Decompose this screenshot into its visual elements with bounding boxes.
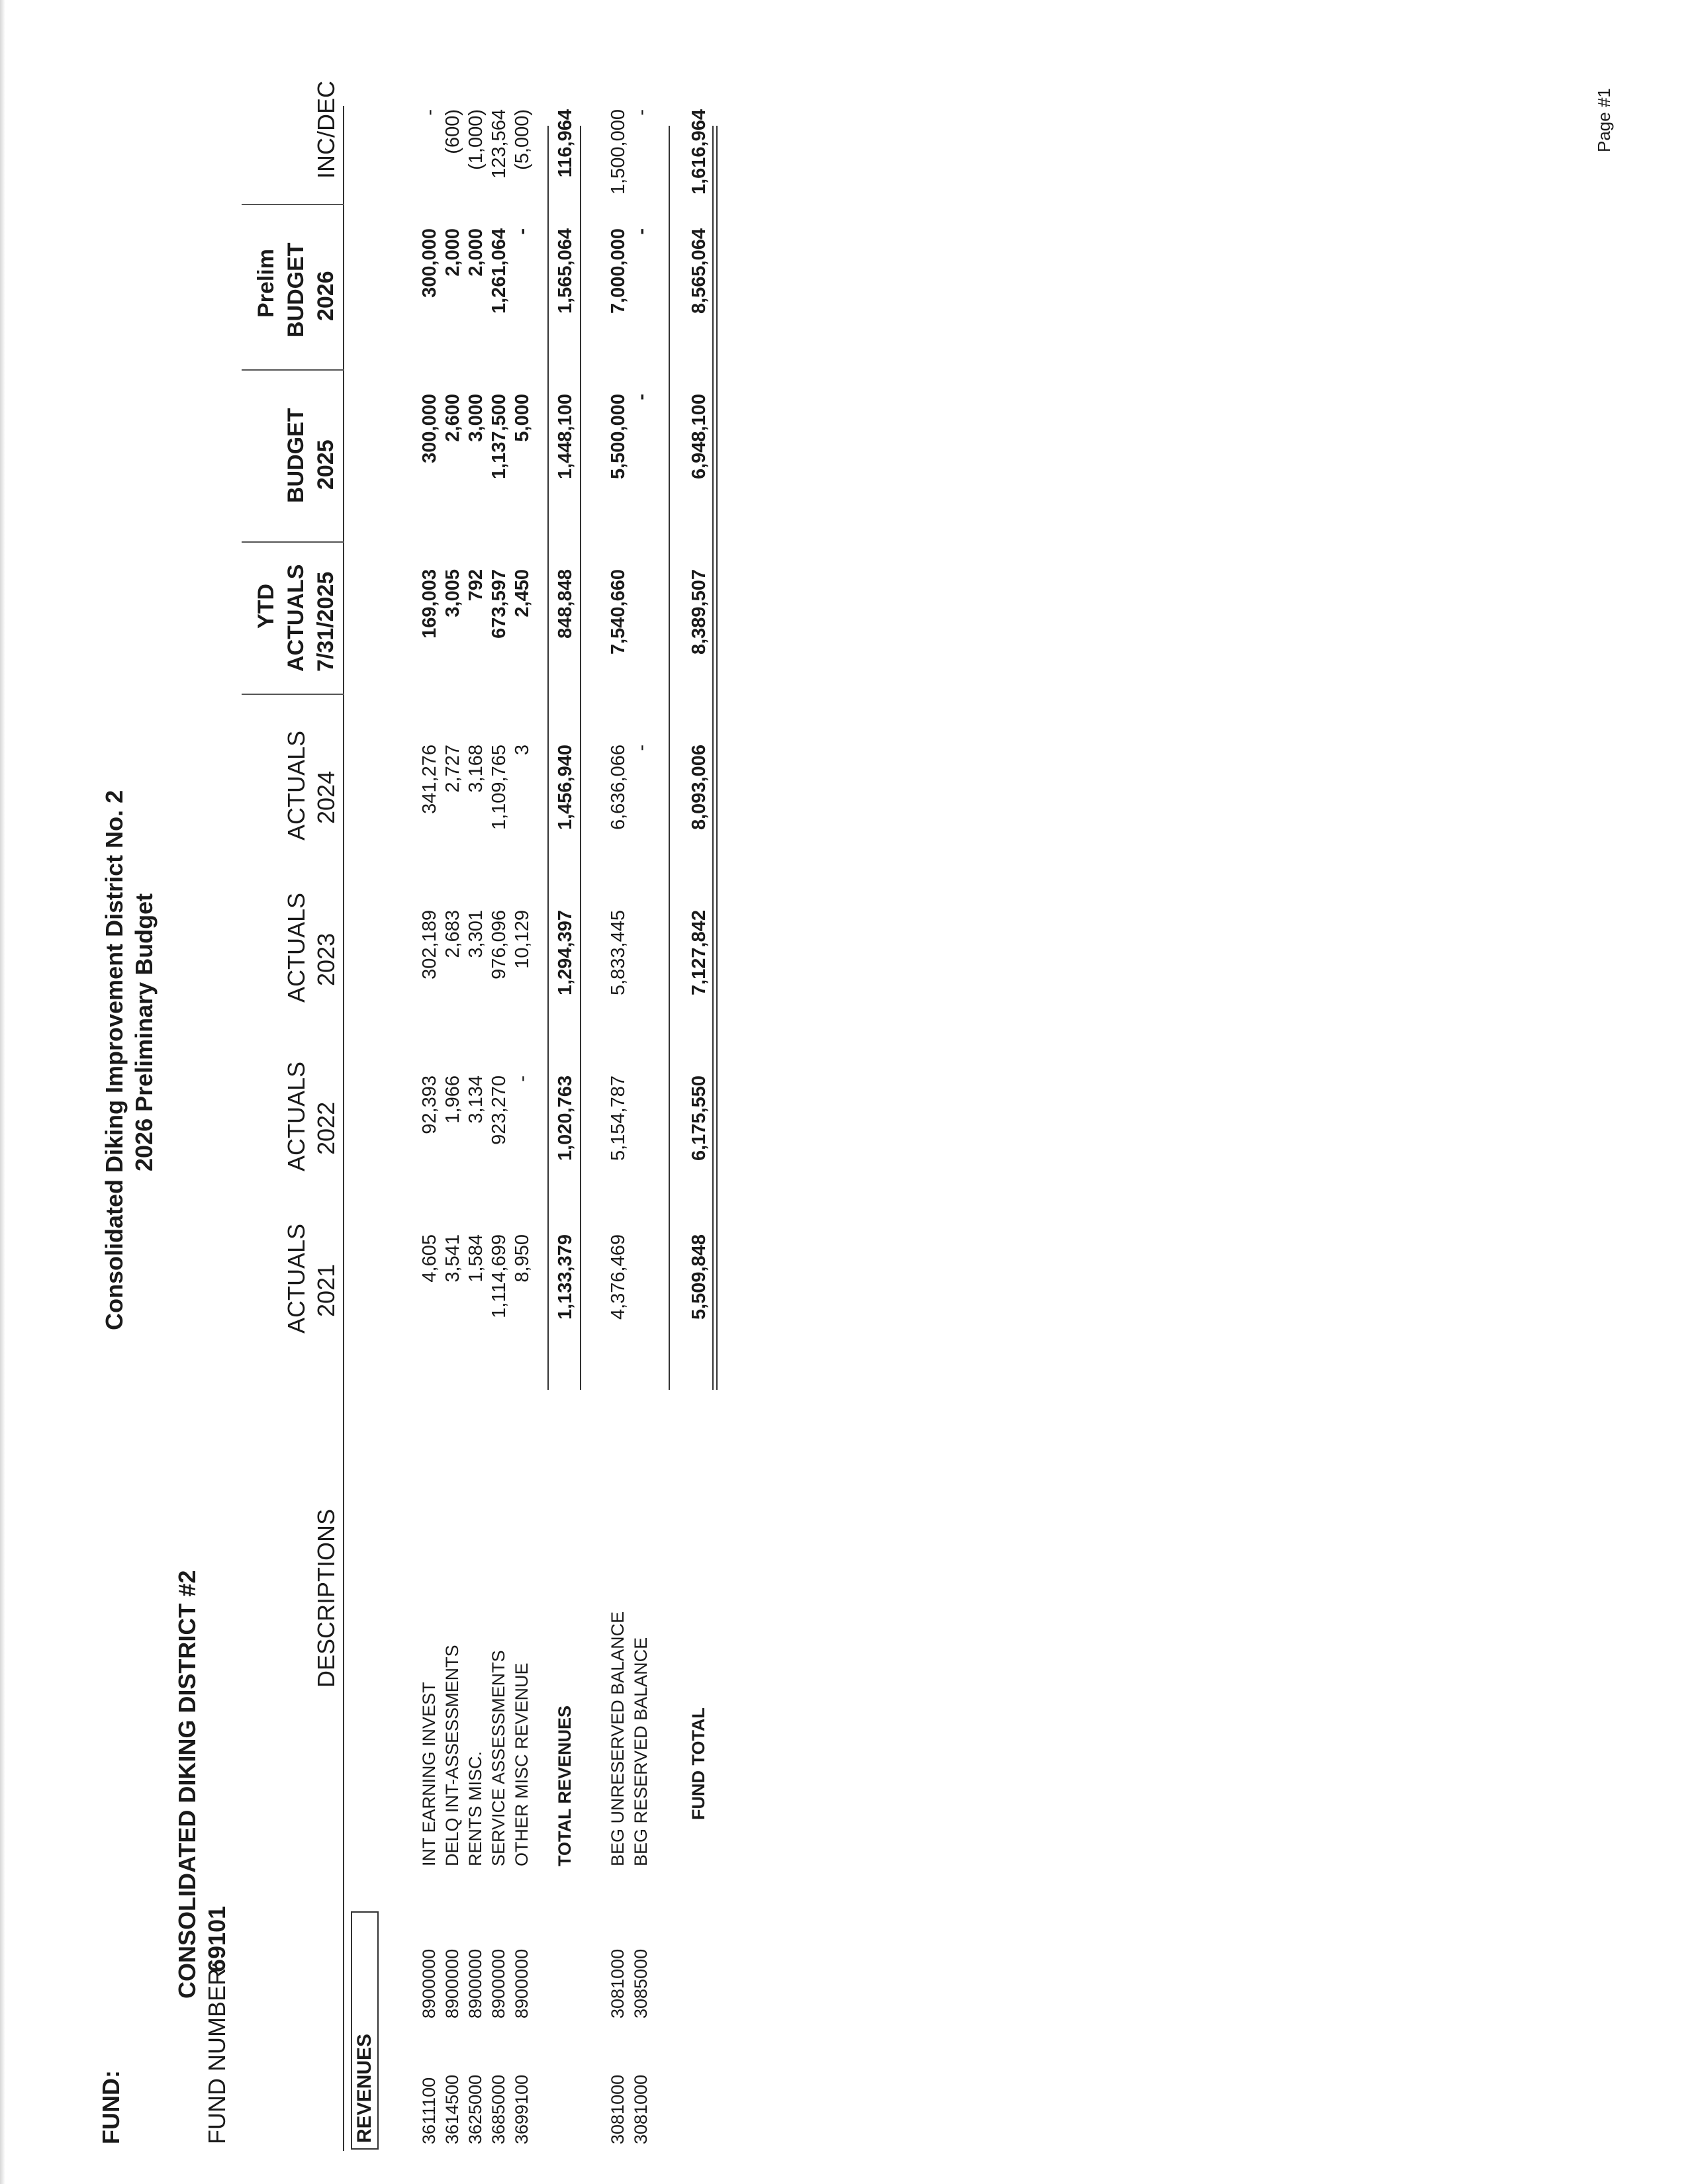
- row-value-inc-dec: (600): [442, 109, 463, 154]
- row-value-prelim-2026: 300,000: [419, 228, 440, 298]
- fund-total-2021: 5,509,848: [688, 1234, 710, 1320]
- total-revenues-2024: 1,456,940: [555, 745, 576, 831]
- object-code: 8900000: [442, 1948, 462, 2019]
- col-2023-title: ACTUALS: [283, 892, 310, 1003]
- balance-value-budget-2025: 5,500,000: [608, 394, 629, 480]
- col-2021-year: 2021: [312, 1263, 340, 1317]
- row-value-2023: 10,129: [512, 910, 533, 969]
- col-prelim2026-line3: 2026: [313, 271, 338, 321]
- col-incdec: INC/DEC: [312, 80, 340, 179]
- total-revenues-prelim-2026: 1,565,064: [555, 228, 576, 314]
- balance-value-budget-2025: -: [631, 394, 652, 400]
- col-2021-title: ACTUALS: [283, 1223, 310, 1334]
- row-value-inc-dec: (5,000): [512, 109, 533, 170]
- row-value-budget-2025: 2,600: [442, 394, 463, 442]
- balance-value-inc-dec: 1,500,000: [608, 109, 629, 195]
- balance-value-inc-dec: -: [631, 109, 652, 116]
- row-value-2024: 341,276: [419, 745, 440, 814]
- row-description: BEG RESERVED BALANCE: [631, 1637, 651, 1866]
- object-code: 8900000: [489, 1948, 508, 2019]
- col-budget2025-line2: 2025: [313, 439, 338, 490]
- account-number: 3611100: [419, 2077, 439, 2144]
- balance-value-2024: 6,636,066: [608, 745, 629, 831]
- row-description: DELQ INT-ASSESSMENTS: [442, 1645, 462, 1866]
- row-value-2022: 92,393: [419, 1075, 440, 1134]
- total-revenues-2023: 1,294,397: [555, 910, 576, 996]
- balance-value-prelim-2026: -: [631, 228, 652, 235]
- row-value-budget-2025: 300,000: [419, 394, 440, 463]
- fund-total-top-rule: [669, 126, 670, 1390]
- row-description: OTHER MISC REVENUE: [512, 1662, 532, 1866]
- row-value-prelim-2026: 2,000: [465, 228, 487, 277]
- ytd-right-rule: [242, 541, 344, 543]
- account-number: 3625000: [465, 2074, 485, 2144]
- row-value-prelim-2026: -: [512, 228, 533, 235]
- header-rule: [343, 106, 344, 2151]
- row-value-ytd-2025: 673,597: [489, 569, 510, 639]
- balance-value-2022: 5,154,787: [608, 1075, 629, 1161]
- account-number: 3685000: [489, 2074, 508, 2144]
- row-value-2024: 2,727: [442, 745, 463, 793]
- balance-value-2024: -: [631, 745, 652, 751]
- col-ytd-line2: ACTUALS: [283, 564, 308, 672]
- row-value-ytd-2025: 3,005: [442, 569, 463, 617]
- col-prelim2026-line2: BUDGET: [283, 242, 308, 338]
- col-2022-year: 2022: [312, 1101, 340, 1155]
- row-value-2022: -: [512, 1075, 533, 1082]
- col-2024-title: ACTUALS: [283, 730, 310, 841]
- account-number: 3081000: [631, 2074, 651, 2144]
- row-value-inc-dec: -: [419, 109, 440, 116]
- col-ytd-line3: 7/31/2025: [313, 571, 338, 672]
- account-number: 3614500: [442, 2074, 462, 2144]
- object-code: 8900000: [419, 1948, 439, 2019]
- object-code: 8900000: [512, 1948, 532, 2019]
- row-description: BEG UNRESERVED BALANCE: [608, 1611, 628, 1866]
- balance-value-ytd-2025: 7,540,660: [608, 569, 629, 655]
- fund-total-ytd-2025: 8,389,507: [688, 569, 710, 655]
- row-value-2021: 3,541: [442, 1234, 463, 1283]
- fund-total-2023: 7,127,842: [688, 910, 710, 996]
- total-revenues-ytd-2025: 848,848: [555, 569, 576, 639]
- account-number: 3081000: [608, 2074, 628, 2144]
- col-2023-year: 2023: [312, 933, 340, 986]
- fund-total-2024: 8,093,006: [688, 745, 710, 831]
- total-underline: [580, 126, 581, 1390]
- account-number: 3699100: [512, 2074, 532, 2144]
- col-budget2025-line1: BUDGET: [283, 408, 308, 503]
- row-value-inc-dec: 123,564: [489, 109, 510, 179]
- total-revenues-2022: 1,020,763: [555, 1075, 576, 1161]
- fund-total-prelim-2026: 8,565,064: [688, 228, 710, 314]
- descriptions-header: DESCRIPTIONS: [312, 1508, 340, 1688]
- fund-total-double-rule-2: [716, 126, 718, 1390]
- row-value-2022: 3,134: [465, 1075, 487, 1124]
- row-value-2021: 4,605: [419, 1234, 440, 1283]
- row-value-prelim-2026: 1,261,064: [489, 228, 510, 314]
- fund-total-inc-dec: 1,616,964: [688, 109, 710, 195]
- object-code: 3085000: [631, 1948, 651, 2019]
- row-value-budget-2025: 5,000: [512, 394, 533, 442]
- object-code: 8900000: [465, 1948, 485, 2019]
- col-prelim2026-line1: Prelim: [254, 249, 279, 318]
- fund-label: FUND:: [97, 2070, 124, 2144]
- row-value-2023: 302,189: [419, 910, 440, 979]
- row-value-2023: 976,096: [489, 910, 510, 979]
- balance-value-prelim-2026: 7,000,000: [608, 228, 629, 314]
- total-revenues-budget-2025: 1,448,100: [555, 394, 576, 480]
- row-value-ytd-2025: 2,450: [512, 569, 533, 617]
- row-value-2024: 3,168: [465, 745, 487, 793]
- object-code: 3081000: [608, 1948, 628, 2019]
- prelim-right-rule: [242, 204, 344, 205]
- fund-number: 69101: [203, 1905, 230, 1972]
- total-revenues-label: TOTAL REVENUES: [555, 1705, 575, 1866]
- row-value-2022: 1,966: [442, 1075, 463, 1124]
- prelim-left-rule: [242, 369, 344, 371]
- row-value-prelim-2026: 2,000: [442, 228, 463, 277]
- row-value-2023: 2,683: [442, 910, 463, 958]
- page-subtitle: 2026 Preliminary Budget: [130, 893, 158, 1171]
- total-revenues-2021: 1,133,379: [555, 1234, 576, 1320]
- row-value-2021: 8,950: [512, 1234, 533, 1283]
- row-value-inc-dec: (1,000): [465, 109, 487, 170]
- col-ytd-line1: YTD: [254, 584, 279, 629]
- total-revenues-inc-dec: 116,964: [555, 109, 576, 178]
- row-value-ytd-2025: 169,003: [419, 569, 440, 639]
- page-title: Consolidated Diking Improvement District No. 2: [101, 790, 128, 1330]
- subtotal-rule: [547, 126, 549, 1390]
- row-description: SERVICE ASSESSMENTS: [489, 1650, 508, 1866]
- row-value-2022: 923,270: [489, 1075, 510, 1145]
- row-description: INT EARNING INVEST: [419, 1682, 439, 1866]
- balance-value-2021: 4,376,469: [608, 1234, 629, 1320]
- fund-number-label: FUND NUMBER:: [203, 1962, 230, 2144]
- fund-total-double-rule-1: [712, 126, 714, 1390]
- balance-value-2023: 5,833,445: [608, 910, 629, 996]
- row-value-budget-2025: 1,137,500: [489, 394, 510, 480]
- col-2024-year: 2024: [312, 770, 340, 824]
- row-value-2021: 1,584: [465, 1234, 487, 1283]
- fund-total-label: FUND TOTAL: [688, 1707, 708, 1820]
- row-value-budget-2025: 3,000: [465, 394, 487, 442]
- fund-name: CONSOLIDATED DIKING DISTRICT #2: [173, 1570, 201, 1999]
- revenues-section-label: REVENUES: [351, 1911, 379, 2150]
- fund-total-2022: 6,175,550: [688, 1075, 710, 1161]
- row-value-2021: 1,114,699: [489, 1234, 510, 1318]
- page-number: Page #1: [1594, 88, 1614, 152]
- fund-total-budget-2025: 6,948,100: [688, 394, 710, 480]
- col-2022-title: ACTUALS: [283, 1061, 310, 1171]
- row-value-2024: 3: [512, 745, 533, 756]
- row-value-ytd-2025: 792: [465, 569, 487, 602]
- row-value-2024: 1,109,765: [489, 745, 510, 831]
- row-value-2023: 3,301: [465, 910, 487, 958]
- row-description: RENTS MISC.: [465, 1751, 485, 1866]
- ytd-left-rule: [242, 694, 344, 695]
